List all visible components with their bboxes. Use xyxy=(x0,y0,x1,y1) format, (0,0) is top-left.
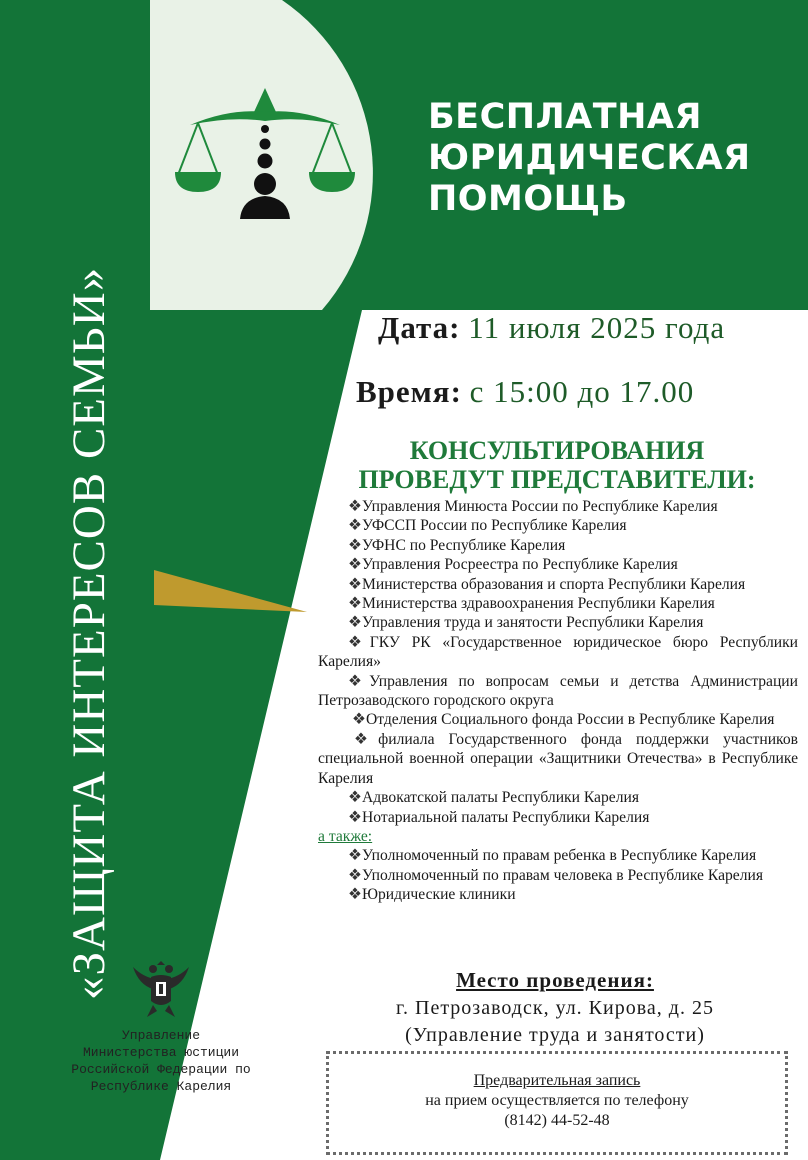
registration-label: Предварительная запись xyxy=(473,1072,641,1089)
ministry-caption-line: Республике Карелия xyxy=(90,1079,232,1094)
venue-block xyxy=(330,968,780,1047)
headline xyxy=(428,97,798,220)
slogan-text: «ЗАЩИТА ИНТЕРЕСОВ СЕМЬИ» xyxy=(63,266,115,1000)
bullet-icon: ❖ xyxy=(348,847,362,865)
list-item: ❖УФССП России по Республике Карелия xyxy=(348,517,627,535)
list-item: ❖Управления труда и занятости Республики Карелия xyxy=(348,614,704,632)
bullet-icon: ❖ xyxy=(348,633,370,651)
bullet-icon: ❖ xyxy=(348,866,362,884)
bullet-icon: ❖ xyxy=(348,789,362,807)
ministry-caption-line: Министерства юстиции xyxy=(82,1045,240,1060)
list-item: ❖Управления по вопросам семьи и детства Администрации Петрозаводского городского округа xyxy=(318,672,798,710)
bullet-icon: ❖ xyxy=(348,556,362,574)
bullet-icon: ❖ xyxy=(348,575,362,593)
date-value: 11 июля 2025 года xyxy=(468,310,726,345)
venue-building: (Управление труда и занятости) xyxy=(405,1024,705,1046)
organizations-list xyxy=(318,497,798,905)
bullet-icon: ❖ xyxy=(348,536,362,554)
list-item: ❖Юридические клиники xyxy=(348,886,516,904)
list-item: ❖УФНС по Республике Карелия xyxy=(348,536,566,554)
list-item: ❖филиала Государственного фонда поддержки участников специальной военной операции «Защитники Отечества» в Республике Карелия xyxy=(318,730,798,787)
consult-title xyxy=(318,436,796,494)
list-item: ❖Министерства здравоохранения Республики Карелия xyxy=(348,595,715,613)
bullet-icon: ❖ xyxy=(354,730,379,748)
date-label: Дата: xyxy=(378,310,461,345)
list-item: ❖Уполномоченный по правам ребенка в Республике Карелия xyxy=(348,847,757,865)
bullet-icon: ❖ xyxy=(348,595,362,613)
bullet-icon: ❖ xyxy=(348,614,362,632)
list-item: ❖Нотариальной палаты Республики Карелия xyxy=(348,808,650,826)
list-item: ❖Управления Минюста России по Республике Карелия xyxy=(348,498,718,515)
headline-line-3: ПОМОЩЬ xyxy=(428,179,628,219)
ministry-caption-line: Управление xyxy=(121,1028,200,1043)
bullet-icon: ❖ xyxy=(348,808,362,826)
registration-phone[interactable]: (8142) 44-52-48 xyxy=(504,1112,610,1129)
bullet-icon: ❖ xyxy=(348,886,362,904)
list-item: ❖Министерства образования и спорта Республики Карелия xyxy=(348,575,746,593)
consult-title-line-2: ПРОВЕДУТ ПРЕДСТАВИТЕЛИ: xyxy=(358,465,756,494)
consult-title-line-1: КОНСУЛЬТИРОВАНИЯ xyxy=(409,436,705,465)
registration-box xyxy=(326,1051,788,1155)
bullet-icon: ❖ xyxy=(348,517,362,535)
time-line xyxy=(356,374,694,410)
bullet-icon: ❖ xyxy=(352,711,366,729)
double-headed-eagle-emblem-icon xyxy=(129,955,193,1021)
also-label: а также: xyxy=(318,827,373,845)
list-item: ❖Отделения Социального фонда России в Республике Карелия xyxy=(352,711,775,729)
headline-line-1: БЕСПЛАТНАЯ xyxy=(428,97,702,137)
bullet-icon: ❖ xyxy=(348,672,370,690)
list-item: ❖ГКУ РК «Государственное юридическое бюро Республики Карелия» xyxy=(318,633,799,671)
date-line xyxy=(378,310,725,346)
registration-text: на прием осуществляется по телефону xyxy=(425,1092,689,1109)
headline-line-2: ЮРИДИЧЕСКАЯ xyxy=(428,138,751,178)
list-item: ❖Адвокатской палаты Республики Карелия xyxy=(348,789,639,807)
ministry-caption-line: Российской Федерации по xyxy=(71,1062,251,1077)
venue-label: Место проведения: xyxy=(456,968,654,992)
list-item: ❖Уполномоченный по правам человека в Республике Карелия xyxy=(348,866,764,884)
ministry-logo-block xyxy=(56,955,266,1095)
time-value: с 15:00 до 17.00 xyxy=(469,374,695,409)
bullet-icon: ❖ xyxy=(348,498,362,515)
time-label: Время: xyxy=(356,374,462,409)
ministry-caption xyxy=(56,1027,266,1095)
list-item: ❖Управления Росреестра по Республике Карелия xyxy=(348,556,678,574)
venue-address: г. Петрозаводск, ул. Кирова, д. 25 xyxy=(396,997,714,1019)
